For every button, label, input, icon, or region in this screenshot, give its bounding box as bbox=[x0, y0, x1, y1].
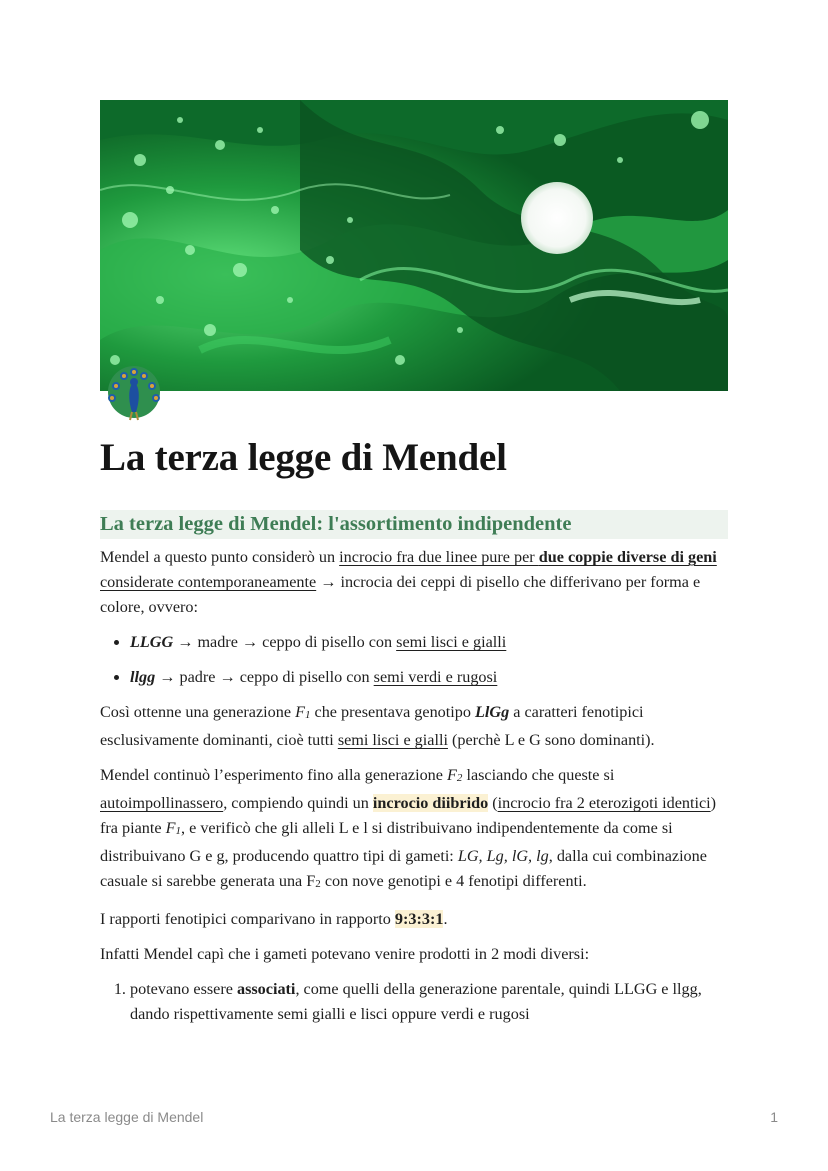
list-item: • llgg → padre → ceppo di pisello con semi verdi e rugosi bbox=[130, 665, 728, 690]
page-footer bbox=[50, 1109, 778, 1125]
cover-image bbox=[100, 100, 728, 391]
text: Mendel a questo punto considerò un bbox=[100, 548, 340, 566]
bullet-list bbox=[100, 630, 728, 690]
highlighted-ratio: 9:3:3:1 bbox=[394, 910, 444, 928]
paragraph-intro bbox=[100, 545, 728, 620]
green-marbled-fluid-image bbox=[100, 100, 728, 391]
underlined-text: incrocio fra due linee pure per due coppie diverse di geni considerate contemporaneamente bbox=[100, 548, 717, 591]
footer-title: La terza legge di Mendel bbox=[50, 1109, 204, 1125]
page-number: 1 bbox=[770, 1109, 778, 1125]
page-content bbox=[100, 430, 728, 1027]
paragraph-f2: Mendel continuò l’esperimento fino alla generazione $F_2$ lasciando che queste si autoimpollinassero, compiendo quindi un incrocio diibrido (incrocio fra 2 eterozigoti identici) fra piante $F_1$, e verificò che gli alleli L e l si distribuivano indipendentemente da come si distribuivano G e g, producendo quattro tipi di gameti: LG, Lg, lG, lg, dalla cui combinazione casuale si sarebbe generata una $F_2$ con nove genotipi e 4 fenotipi differenti. bbox=[100, 766, 717, 890]
paragraph-f1: Così ottenne una generazione $F_1$ che presentava genotipo LlGg a caratteri fenotipici esclusivamente dominanti, cioè tutti semi lisci e gialli (perchè L e G sono dominanti). bbox=[100, 703, 655, 749]
list-item: • LLGG → madre → ceppo di pisello con semi lisci e gialli bbox=[130, 630, 728, 655]
paragraph-gametes: Infatti Mendel capì che i gameti potevano venire prodotti in 2 modi diversi: bbox=[100, 945, 590, 963]
numbered-list bbox=[100, 977, 728, 1027]
page-title: La terza legge di Mendel bbox=[100, 436, 507, 479]
highlighted-term: incrocio diibrido bbox=[372, 794, 489, 812]
peacock-icon[interactable] bbox=[104, 364, 164, 424]
section-heading: La terza legge di Mendel: l'assortimento indipendente bbox=[100, 510, 728, 539]
text: → incrocia dei ceppi di pisello che differivano per forma e colore, ovvero: bbox=[100, 573, 701, 616]
list-item: 1. potevano essere associati, come quelli della generazione parentale, quindi LLGG e llgg, dando rispettivamente semi gialli e lisci oppure verdi e rugosi bbox=[130, 977, 728, 1027]
paragraph-ratio: I rapporti fenotipici comparivano in rapporto 9:3:3:1. bbox=[100, 910, 448, 928]
